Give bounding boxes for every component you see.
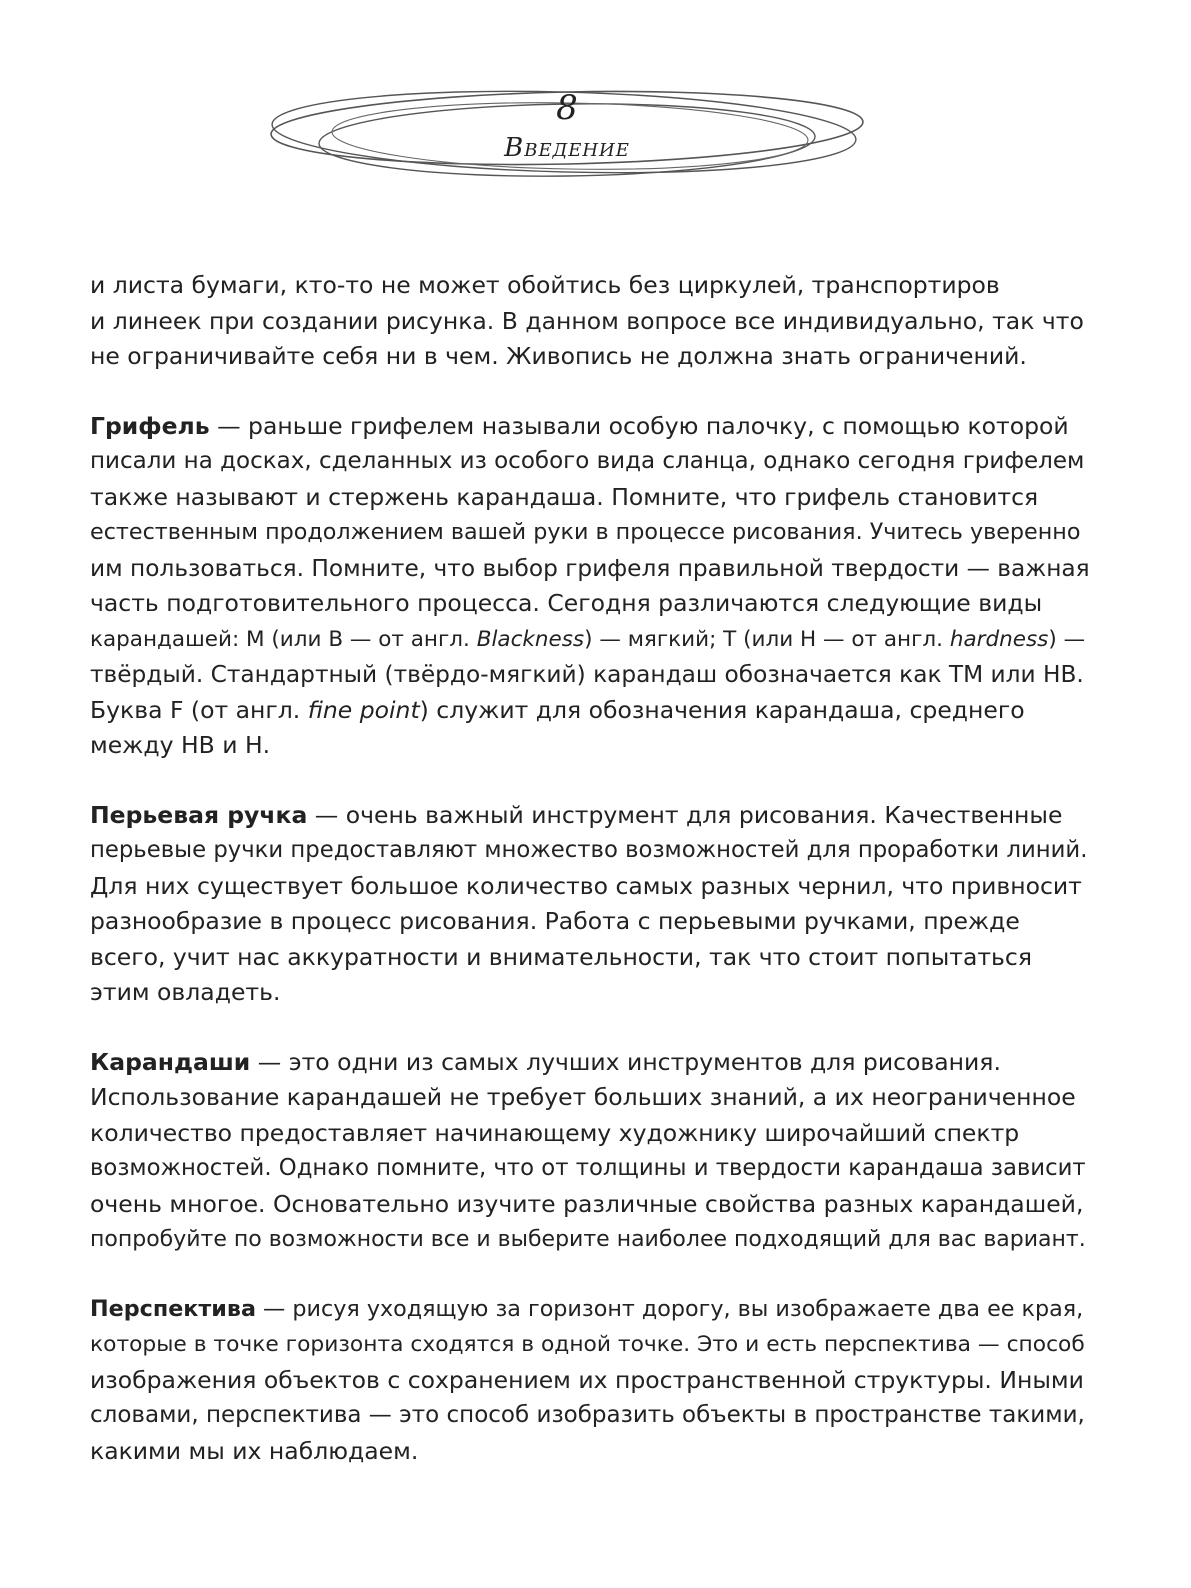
italic-term-fine-point: fine point xyxy=(307,695,420,724)
text-line: писали на досках, сделанных из особого вида сланца, однако сегодня грифелем xyxy=(90,448,1085,474)
page-number: 8 xyxy=(556,88,578,128)
text-line: которые в точке горизонта сходятся в одной точке. Это и есть перспектива — способ xyxy=(90,1332,1085,1357)
text-line: изображения объектов с сохранением их пространственной структуры. Иными xyxy=(90,1365,1084,1394)
text-line: и линеек при создании рисунка. В данном вопросе все индивидуально, так что xyxy=(90,306,1084,335)
text-line: между НВ и Н. xyxy=(90,731,271,759)
term-grifel: Грифель xyxy=(90,411,210,440)
text-line: всего, учит нас аккуратности и внимательности, так что стоит попытаться xyxy=(90,942,1032,971)
text-line: карандашей: М (или В — от англ. Blackness) — мягкий; Т (или Н — от англ. hardness) — xyxy=(90,626,1086,652)
paragraph-perspective xyxy=(90,1292,1090,1470)
paragraph-grifel xyxy=(90,409,1090,764)
text-line: Грифель — раньше грифелем называли особую палочку, с помощью которой xyxy=(90,411,1069,440)
text-line: и листа бумаги, кто-то не может обойтись без циркулей, транспортиров xyxy=(90,271,1000,299)
text-line: какими мы их наблюдаем. xyxy=(90,1436,419,1465)
page-header xyxy=(262,78,872,190)
text-line: также называют и стержень карандаша. Помните, что грифель становится xyxy=(90,482,1039,511)
paragraph-intro-continuation xyxy=(90,268,1090,375)
text-line: перьевые ручки предоставляют множество возможностей для проработки линий. xyxy=(90,837,1088,863)
text-line: разнообразие в процесс рисования. Работа с перьевыми ручками, прежде xyxy=(90,907,1020,935)
paragraph-pencils xyxy=(90,1045,1090,1258)
text-line: Перьевая ручка — очень важный инструмент для рисования. Качественные xyxy=(90,800,1063,829)
text-line: возможностей. Однако помните, что от толщины и твердости карандаша зависит xyxy=(90,1155,1086,1181)
text-line: этим овладеть. xyxy=(90,978,281,1006)
body-text xyxy=(90,268,1090,1503)
text-line: очень многое. Основательно изучите различные свойства разных карандашей, xyxy=(90,1189,1084,1218)
text-line: попробуйте по возможности все и выберите наиболее подходящий для вас вариант. xyxy=(90,1227,1086,1252)
text-line: твёрдый. Стандартный (твёрдо-мягкий) карандаш обозначается как ТМ или НВ. xyxy=(90,661,1084,688)
text-line: Перспектива — рисуя уходящую за горизонт дорогу, вы изображаете два ее края, xyxy=(90,1295,1084,1322)
text-line: естественным продолжением вашей руки в процессе рисования. Учитесь уверенно xyxy=(90,519,1081,545)
text-line: Использование карандашей не требует больших знаний, а их неограниченное xyxy=(90,1083,1076,1111)
text-line: им пользоваться. Помните, что выбор грифеля правильной твердости — важная xyxy=(90,554,1090,582)
term-pen: Перьевая ручка xyxy=(90,800,308,829)
term-pencils: Карандаши xyxy=(90,1047,251,1076)
paragraph-pen xyxy=(90,798,1090,1011)
term-perspective: Перспектива xyxy=(90,1295,256,1322)
text-line: не ограничивайте себя ни в чем. Живопись не должна знать ограничений. xyxy=(90,342,1027,370)
text-line: Карандаши — это одни из самых лучших инструментов для рисования. xyxy=(90,1047,1001,1076)
italic-term-hardness: hardness xyxy=(949,626,1049,652)
text-line: Буква F (от англ. fine point) служит для обозначения карандаша, среднего xyxy=(90,695,1025,724)
text-line: часть подготовительного процесса. Сегодня различаются следующие виды xyxy=(90,589,1043,617)
italic-term-blackness: Blackness xyxy=(476,626,585,652)
text-line: Для них существует большое количество самых разных чернил, что привносит xyxy=(90,871,1082,900)
text-line: словами, перспектива — это способ изобразить объекты в пространстве такими, xyxy=(90,1402,1085,1428)
text-line: количество предоставляет начинающему художнику широчайший спектр xyxy=(90,1118,1020,1147)
chapter-title: Введение xyxy=(504,133,630,163)
